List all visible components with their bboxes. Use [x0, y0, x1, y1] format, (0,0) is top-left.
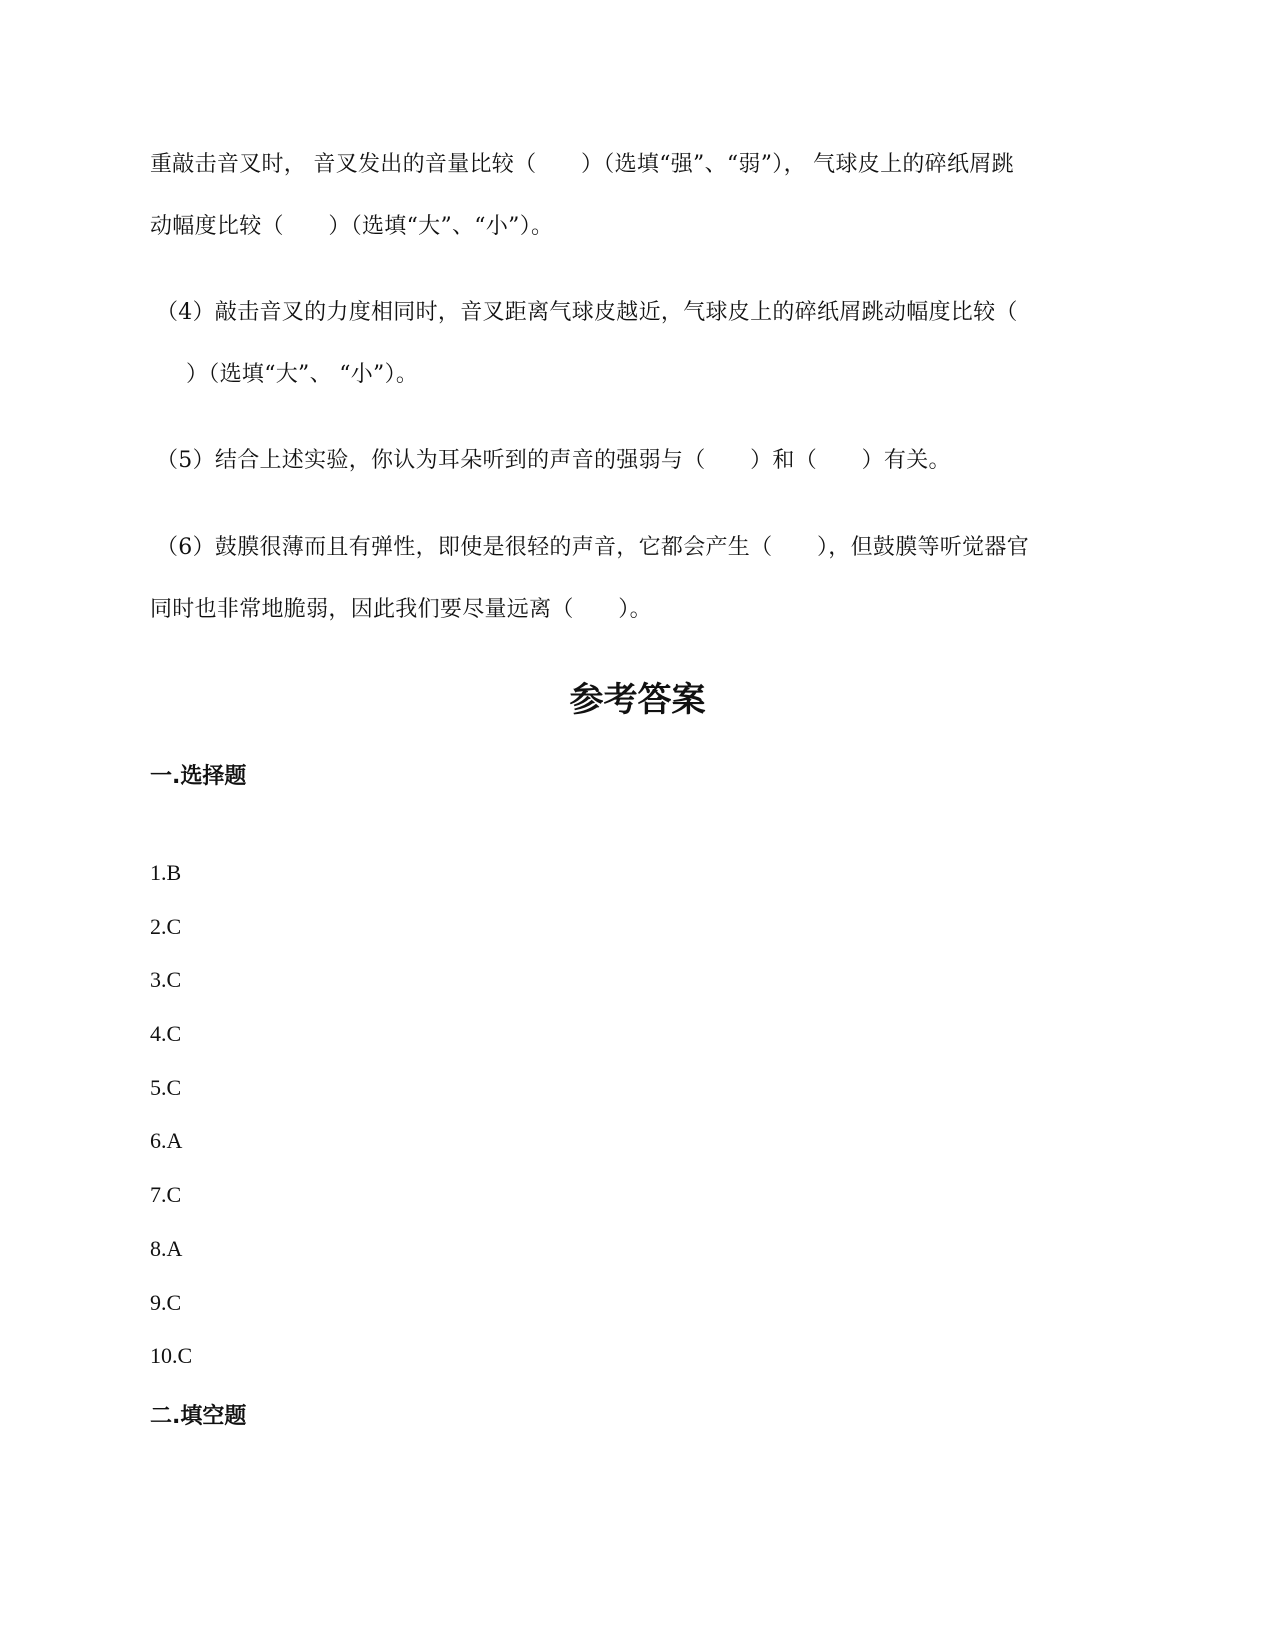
section-heading-multiple-choice: 一.选择题 — [150, 764, 247, 789]
question-6-text-line-2: 同时也非常地脆弱，因此我们要尽量远离（ ）。 — [150, 597, 652, 622]
answer-item: 9.C — [150, 1289, 182, 1315]
answer-item: 10.C — [150, 1343, 193, 1369]
question-6-text-line-1: （6）鼓膜很薄而且有弹性，即使是很轻的声音，它都会产生（ ），但鼓膜等听觉器官 — [156, 535, 1029, 560]
question-5-text: （5）结合上述实验，你认为耳朵听到的声音的强弱与（ ）和（ ）有关。 — [156, 448, 951, 473]
question-4-text-line-1: （4）敲击音叉的力度相同时，音叉距离气球皮越近，气球皮上的碎纸屑跳动幅度比较（ — [156, 300, 1018, 325]
answer-item: 8.A — [150, 1235, 183, 1261]
question-3-text-line-2: 动幅度比较（ ）（选填“大”、“小”）。 — [150, 214, 554, 239]
answer-item: 1.B — [150, 860, 182, 885]
answers-title: 参考答案 — [569, 680, 706, 720]
answer-list — [150, 858, 192, 1395]
question-3-text-line-1: 重敲击音叉时， 音叉发出的音量比较（ ）（选填“强”、“弱”）， 气球皮上的碎纸屑跳 — [150, 152, 1014, 177]
answer-item: 4.C — [150, 1021, 182, 1047]
answer-item: 6.A — [150, 1128, 183, 1154]
answer-item: 7.C — [150, 1182, 182, 1208]
answer-item: 5.C — [150, 1074, 182, 1100]
answer-item: 2.C — [150, 913, 182, 939]
section-heading-fill-in-blank: 二.填空题 — [150, 1404, 247, 1429]
answer-item: 3.C — [150, 967, 182, 993]
question-4-text-line-2: ）（选填“大”、 “小”）。 — [186, 362, 419, 387]
